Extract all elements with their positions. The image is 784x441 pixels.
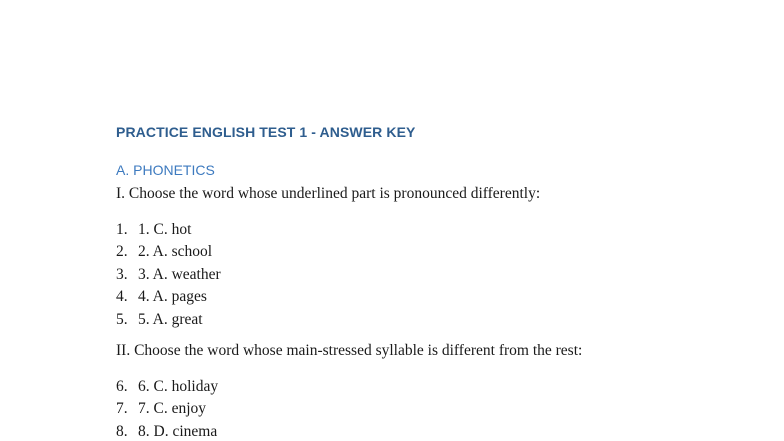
list-item — [116, 376, 218, 398]
list-item — [116, 219, 221, 241]
document-title: PRACTICE ENGLISH TEST 1 - ANSWER KEY — [116, 124, 416, 140]
list-item-number: 7. — [116, 400, 128, 418]
list-item-text: 6. C. holiday — [138, 378, 219, 395]
list-item — [116, 421, 218, 441]
list-item-text: 2. A. school — [138, 243, 213, 261]
list-item-number: 2. — [116, 243, 128, 261]
section-heading-phonetics: A. PHONETICS — [116, 162, 215, 178]
list-item — [116, 286, 221, 308]
list-item-text: 4. A. pages — [138, 288, 207, 306]
list-item — [116, 264, 221, 286]
list-item-number: 3. — [116, 265, 128, 283]
list-item — [116, 241, 221, 263]
list-item-number: 1. — [116, 221, 128, 238]
list-item-text: 1. C. hot — [138, 221, 192, 238]
list-item-text: 7. C. enjoy — [138, 400, 207, 418]
answer-list-part-2 — [116, 376, 218, 441]
list-item-number: 6. — [116, 378, 128, 395]
list-item-text: 8. D. cinema — [138, 422, 218, 440]
instruction-part-1: I. Choose the word whose underlined part is pronounced differently: — [116, 185, 541, 202]
list-item-text: 5. A. great — [138, 310, 203, 328]
list-item-number: 5. — [116, 310, 128, 328]
list-item-number: 8. — [116, 422, 128, 440]
list-item — [116, 309, 221, 331]
list-item-number: 4. — [116, 288, 128, 306]
list-item — [116, 398, 218, 420]
instruction-part-2: II. Choose the word whose main-stressed syllable is different from the rest: — [116, 342, 583, 359]
list-item-text: 3. A. weather — [138, 265, 221, 283]
answer-list-part-1 — [116, 219, 221, 331]
